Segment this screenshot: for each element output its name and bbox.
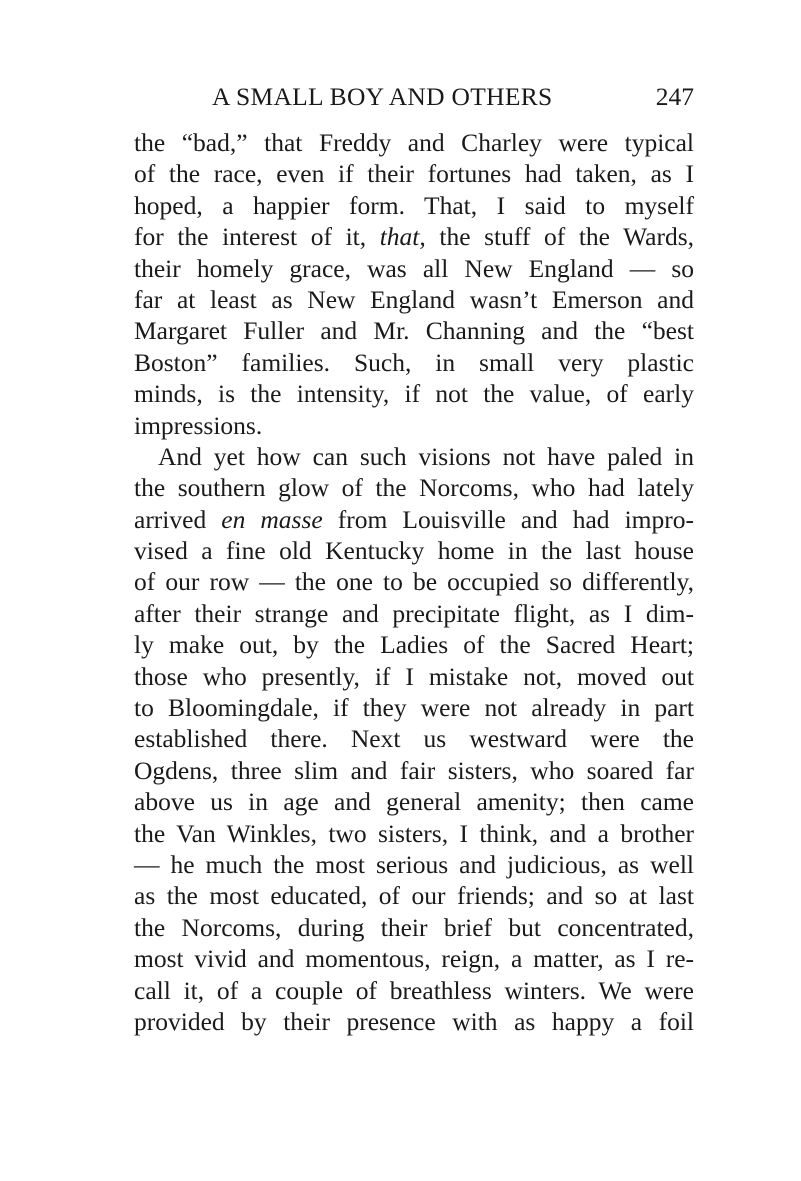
text-line: of the race, even if their fortunes had taken, as I xyxy=(134,159,694,189)
text-line: Boston” families. Such, in small very plastic xyxy=(134,347,694,377)
text-line: after their strange and precipitate flight, as I dim- xyxy=(134,598,694,628)
text-line: the “bad,” that Freddy and Charley were typical xyxy=(134,128,694,157)
text-line: And yet how can such visions not have paled in xyxy=(158,441,694,471)
text-line: the Norcoms, during their brief but concentrated, xyxy=(134,912,694,942)
text-line: those who presently, if I mistake not, moved out xyxy=(134,661,694,691)
text-line: call it, of a couple of breathless winters. We were xyxy=(134,975,694,1005)
text-line: most vivid and momentous, reign, a matter, as I re- xyxy=(134,944,694,974)
text-line: — he much the most serious and judicious, as well xyxy=(134,849,694,879)
text-line: ly make out, by the Ladies of the Sacred Heart; xyxy=(134,630,694,660)
text-line: to Bloomingdale, if they were not already in part xyxy=(134,693,694,723)
text-line: arrived en masse from Louisville and had impro- xyxy=(134,504,694,534)
text-line: Margaret Fuller and Mr. Channing and the “best xyxy=(134,316,694,346)
text-line: above us in age and general amenity; then came xyxy=(134,787,694,817)
text-line: far at least as New England wasn’t Emerson and xyxy=(134,284,694,314)
text-line: Ogdens, three slim and fair sisters, who soared far xyxy=(134,755,694,785)
text-line: their homely grace, was all New England — so xyxy=(134,253,694,283)
text-line: for the interest of it, that, the stuff of the Wards, xyxy=(134,222,694,252)
page-number: 247 xyxy=(655,82,694,111)
text-line: the Van Winkles, two sisters, I think, and a brother xyxy=(134,818,694,848)
italic-emphasis: that, xyxy=(379,222,426,252)
text-line: provided by their presence with as happy a foil xyxy=(134,1006,694,1036)
text-line: as the most educated, of our friends; and so at last xyxy=(134,881,694,911)
text-line: hoped, a happier form. That, I said to myself xyxy=(134,190,694,220)
running-head: A SMALL BOY AND OTHERS xyxy=(212,82,553,111)
page-header xyxy=(134,80,694,114)
text-line: vised a fine old Kentucky home in the last house xyxy=(134,536,694,566)
italic-emphasis: en masse xyxy=(221,504,323,534)
text-line: established there. Next us westward were the xyxy=(134,724,694,754)
text-line: minds, is the intensity, if not the value, of early xyxy=(134,379,694,409)
text-line: impressions. xyxy=(134,410,263,440)
body-text xyxy=(134,127,694,1037)
text-line: of our row — the one to be occupied so differently, xyxy=(134,567,694,597)
text-line: the southern glow of the Norcoms, who had lately xyxy=(134,473,694,503)
